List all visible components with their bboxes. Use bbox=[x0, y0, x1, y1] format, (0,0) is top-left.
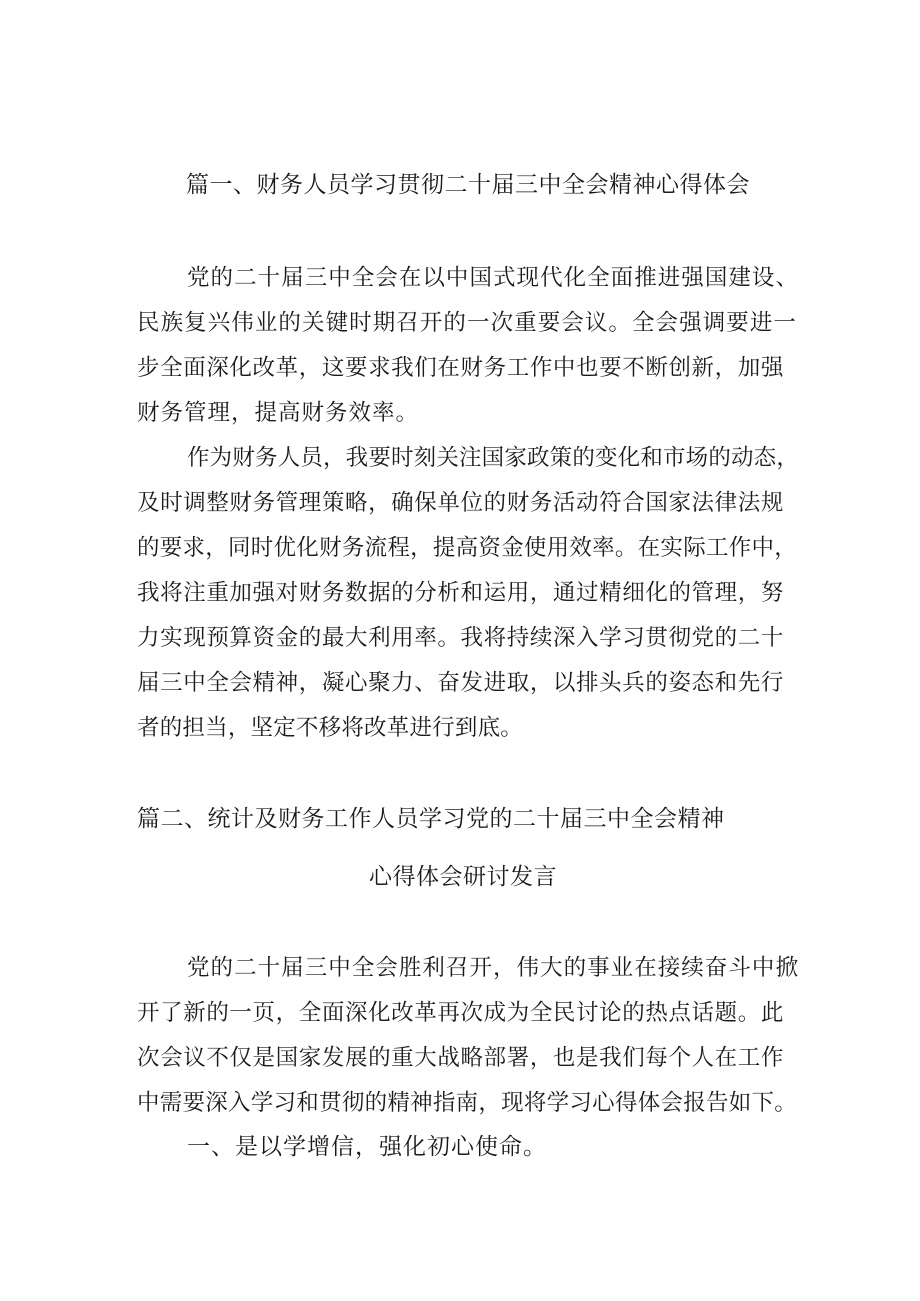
section2-paragraph1-line: 党的二十届三中全会胜利召开，伟大的事业在接续奋斗中掀 bbox=[187, 955, 799, 981]
section1-paragraph2-line: 力实现预算资金的最大利用率。我将持续深入学习贯彻党的二十 bbox=[137, 625, 784, 651]
section1-paragraph2-line: 作为财务人员，我要时刻关注国家政策的变化和市场的动态， bbox=[187, 445, 799, 471]
section1-paragraph2-line: 者的担当，坚定不移将改革进行到底。 bbox=[137, 715, 523, 741]
section2-paragraph1-line: 中需要深入学习和贯彻的精神指南，现将学习心得体会报告如下。 bbox=[137, 1090, 797, 1116]
section1-title: 篇一、财务人员学习贯彻二十届三中全会精神心得体会 bbox=[186, 172, 750, 198]
section1-paragraph1-line: 财务管理，提高财务效率。 bbox=[137, 400, 419, 426]
section2-title-line2: 心得体会研讨发言 bbox=[369, 864, 557, 890]
section1-paragraph2-line: 及时调整财务管理策略，确保单位的财务活动符合国家法律法规 bbox=[137, 490, 784, 516]
section1-paragraph1-line: 步全面深化改革，这要求我们在财务工作中也要不断创新，加强 bbox=[137, 355, 784, 381]
section1-paragraph2-line: 届三中全会精神，凝心聚力、奋发进取，以排头兵的姿态和先行 bbox=[137, 670, 784, 696]
section1-paragraph1-line: 民族复兴伟业的关键时期召开的一次重要会议。全会强调要进一 bbox=[137, 310, 797, 336]
section2-title-line1: 篇二、统计及财务工作人员学习党的二十届三中全会精神 bbox=[137, 806, 725, 832]
section2-paragraph1-line: 次会议不仅是国家发展的重大战略部署，也是我们每个人在工作 bbox=[137, 1045, 784, 1071]
section1-paragraph1-line: 党的二十届三中全会在以中国式现代化全面推进强国建设、 bbox=[187, 265, 799, 291]
section2-subheading: 一、是以学增信，强化初心使命。 bbox=[187, 1134, 547, 1160]
section2-paragraph1-line: 开了新的一页，全面深化改革再次成为全民讨论的热点话题。此 bbox=[137, 1000, 784, 1026]
section1-paragraph2-line: 的要求，同时优化财务流程，提高资金使用效率。在实际工作中， bbox=[137, 535, 797, 561]
section1-paragraph2-line: 我将注重加强对财务数据的分析和运用，通过精细化的管理，努 bbox=[137, 580, 784, 606]
